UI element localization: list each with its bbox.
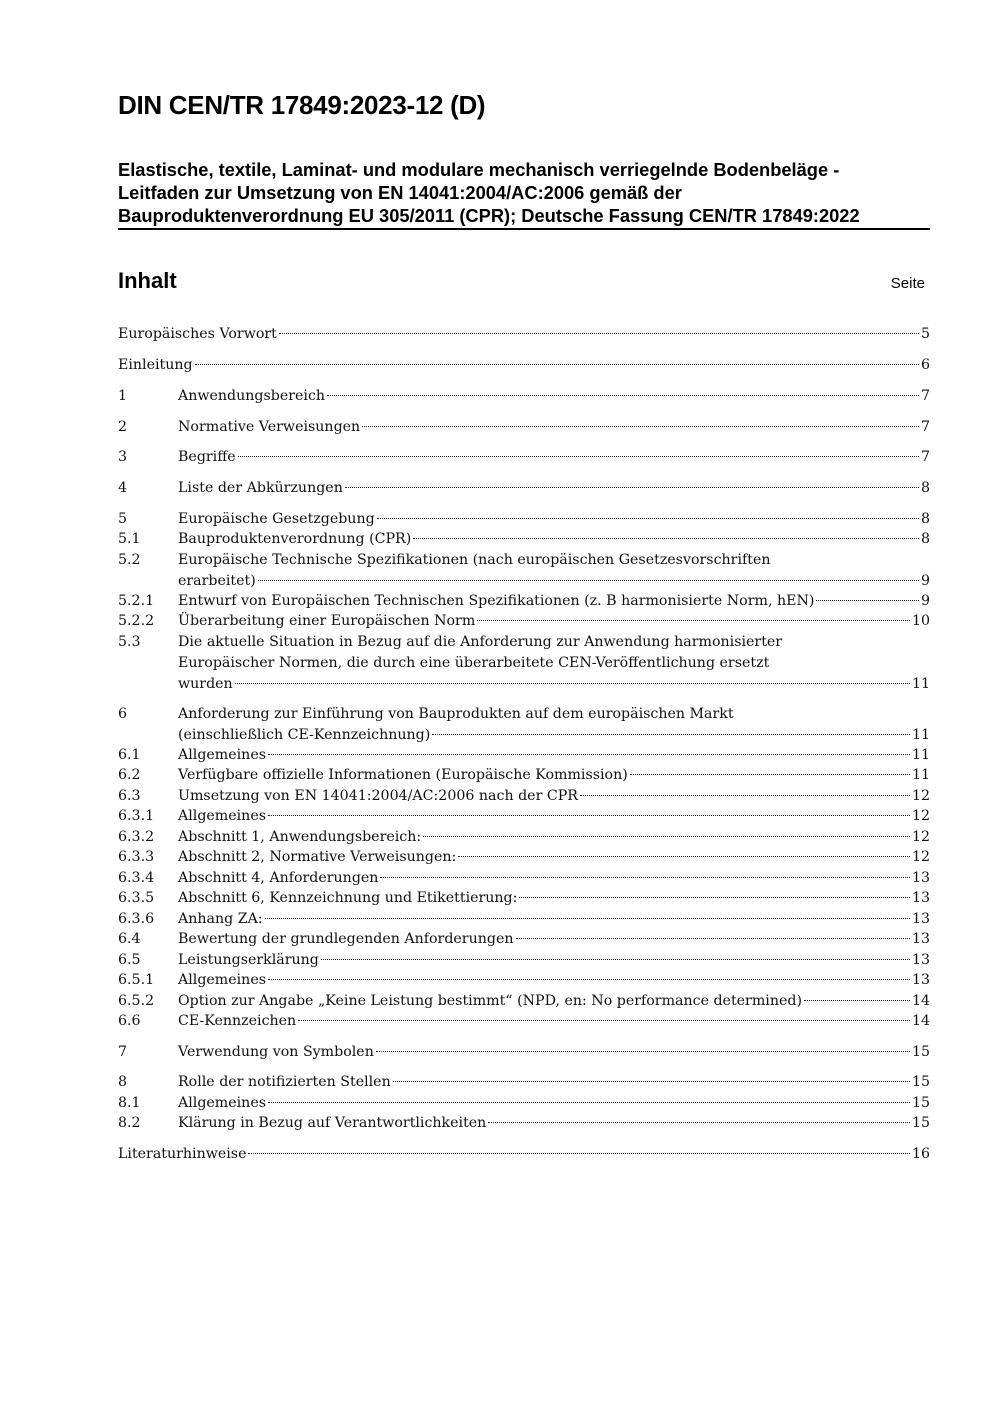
toc-dot-leader: [413, 538, 919, 539]
toc-entry-title: erarbeitet): [178, 573, 256, 589]
toc-entry-page: 12: [911, 808, 930, 824]
toc-entry-number: 4: [118, 480, 128, 496]
toc-entry[interactable]: [118, 806, 930, 827]
toc-entry-title: Allgemeines: [178, 1095, 266, 1111]
toc-entry-page: 7: [920, 449, 930, 465]
toc-entry[interactable]: [118, 847, 930, 868]
toc-dot-leader: [327, 395, 919, 396]
toc-page-label: Seite: [890, 275, 925, 292]
toc-entry-number: 6.3.2: [118, 829, 155, 845]
toc-entry-title: Leistungserklärung: [178, 952, 319, 968]
toc-entry-page: 12: [911, 788, 930, 804]
toc-entry-page: 13: [911, 890, 930, 906]
toc-entry-page: 9: [920, 573, 930, 589]
toc-dot-leader: [423, 836, 910, 837]
toc-dot-leader: [268, 1102, 910, 1103]
toc-entry-title: Rolle der notifizierten Stellen: [178, 1074, 391, 1090]
toc-dot-leader: [477, 620, 910, 621]
toc-entry[interactable]: [118, 447, 930, 468]
toc-entry-page: 13: [911, 952, 930, 968]
toc-entry-title: CE-Kennzeichen: [178, 1013, 297, 1029]
toc-entry-title: Entwurf von Europäischen Technischen Spezifikationen (z. B harmonisierte Norm, hEN): [178, 593, 815, 609]
toc-entry-title: Allgemeines: [178, 972, 266, 988]
toc-entry-title: Klärung in Bezug auf Verantwortlichkeiten: [178, 1115, 487, 1131]
toc-entry-page: 8: [920, 480, 930, 496]
toc-entry-title: wurden: [178, 676, 233, 692]
toc-entry-page: 15: [911, 1044, 930, 1060]
toc-entry-title: Überarbeitung einer Europäischen Norm: [178, 613, 476, 629]
toc-dot-leader: [488, 1122, 910, 1123]
toc-entry[interactable]: [118, 868, 930, 889]
toc-entry-number: 6.3.1: [118, 808, 155, 824]
toc-entry-page: 14: [911, 993, 930, 1009]
toc-entry[interactable]: [118, 324, 930, 345]
toc-entry[interactable]: [118, 355, 930, 376]
toc-entry-number: 6.3.6: [118, 911, 155, 927]
toc-entry-number: 6.3.5: [118, 890, 155, 906]
toc-entry[interactable]: [118, 1072, 930, 1093]
toc-entry-title: Allgemeines: [178, 808, 266, 824]
toc-dot-leader: [268, 815, 910, 816]
toc-entry-number: 5.1: [118, 531, 141, 547]
toc-entry[interactable]: [118, 1144, 930, 1165]
toc-dot-leader: [345, 487, 919, 488]
toc-entry-page: 12: [911, 849, 930, 865]
toc-entry-title: Abschnitt 6, Kennzeichnung und Etikettierung:: [178, 890, 518, 906]
toc-entry[interactable]: [118, 950, 930, 971]
toc-dot-leader: [238, 456, 919, 457]
toc-entry[interactable]: [118, 765, 930, 786]
toc-dot-leader: [630, 774, 910, 775]
toc-entry-title: Bauproduktenverordnung (CPR): [178, 531, 412, 547]
toc-entry-page: 7: [920, 388, 930, 404]
toc-entry-number: 5: [118, 511, 128, 527]
toc-entry-page: 13: [911, 870, 930, 886]
toc-entry-title: Abschnitt 4, Anforderungen: [178, 870, 379, 886]
toc-entry-number: 3: [118, 449, 128, 465]
toc-entry-title: Literaturhinweise: [118, 1146, 247, 1162]
toc-entry-title: Verwendung von Symbolen: [178, 1044, 374, 1060]
toc-entry[interactable]: [118, 888, 930, 909]
toc-entry-number: 6.6: [118, 1013, 141, 1029]
document-subtitle: [118, 158, 930, 230]
toc-entry[interactable]: [118, 591, 930, 612]
toc-dot-leader: [377, 518, 919, 519]
toc-entry[interactable]: [118, 417, 930, 438]
toc-entry-number: 6.3.4: [118, 870, 155, 886]
toc-entry-title: Verfügbare offizielle Informationen (Europäische Kommission): [178, 767, 628, 783]
subtitle-line: Bauproduktenverordnung EU 305/2011 (CPR); Deutsche Fassung CEN/TR 17849:2022: [118, 205, 860, 226]
toc-entry-number: 7: [118, 1044, 128, 1060]
toc-dot-leader: [380, 877, 910, 878]
toc-entry-title-line: Die aktuelle Situation in Bezug auf die Anforderung zur Anwendung harmonisierter: [178, 634, 783, 650]
toc-entry-title-line: Anforderung zur Einführung von Bauprodukten auf dem europäischen Markt: [178, 706, 734, 722]
toc-entry[interactable]: [118, 786, 930, 807]
toc-entry[interactable]: [118, 550, 930, 592]
toc-entry[interactable]: [118, 1113, 930, 1134]
toc-entry-number: 6.1: [118, 747, 141, 763]
toc-entry[interactable]: [118, 929, 930, 950]
toc-entry-page: 6: [920, 357, 930, 373]
toc-entry-number: 6.3.3: [118, 849, 155, 865]
toc-entry-title: Abschnitt 1, Anwendungsbereich:: [178, 829, 422, 845]
toc-dot-leader: [235, 683, 910, 684]
toc-entry[interactable]: [118, 970, 930, 991]
subtitle-line: Elastische, textile, Laminat- und modulare mechanisch verriegelnde Bodenbeläge -: [118, 159, 840, 180]
toc-dot-leader: [258, 580, 919, 581]
toc-dot-leader: [362, 426, 919, 427]
toc-entry-title: Allgemeines: [178, 747, 266, 763]
toc-entry[interactable]: [118, 745, 930, 766]
toc-entry-page: 11: [911, 767, 930, 783]
toc-dot-leader: [268, 979, 910, 980]
toc-entry-number: 6.5.1: [118, 972, 155, 988]
toc-dot-leader: [804, 1000, 910, 1001]
toc-entry-title: Abschnitt 2, Normative Verweisungen:: [178, 849, 457, 865]
toc-entry-page: 8: [920, 511, 930, 527]
toc-dot-leader: [376, 1051, 910, 1052]
toc-dot-leader: [516, 938, 910, 939]
toc-dot-leader: [195, 364, 919, 365]
toc-dot-leader: [265, 918, 910, 919]
toc-dot-leader: [279, 333, 919, 334]
toc-entry-page: 15: [911, 1095, 930, 1111]
toc-dot-leader: [268, 754, 910, 755]
toc-entry-title-line: Europäischer Normen, die durch eine überarbeitete CEN-Veröffentlichung ersetzt: [178, 655, 770, 671]
toc-entry-page: 11: [911, 676, 930, 692]
toc-dot-leader: [393, 1081, 910, 1082]
toc-entry-title: Einleitung: [118, 357, 193, 373]
toc-entry-number: 2: [118, 419, 128, 435]
toc-entry-number: 8: [118, 1074, 128, 1090]
toc-entry-title: Option zur Angabe „Keine Leistung bestimmt“ (NPD, en: No performance determined): [178, 993, 802, 1009]
toc-entry-page: 10: [911, 613, 930, 629]
toc-entry-number: 5.3: [118, 634, 141, 650]
toc-entry[interactable]: [118, 1093, 930, 1114]
toc-heading: Inhalt: [118, 268, 177, 293]
document-id: DIN CEN/TR 17849:2023-12 (D): [118, 90, 486, 120]
toc-dot-leader: [298, 1020, 910, 1021]
toc-dot-leader: [432, 734, 910, 735]
toc-entry-number: 6: [118, 706, 128, 722]
toc-entry-page: 11: [911, 727, 930, 743]
toc-entry-number: 6.4: [118, 931, 141, 947]
toc-entry-number: 6.2: [118, 767, 141, 783]
toc-dot-leader: [816, 600, 919, 601]
toc-entry[interactable]: [118, 386, 930, 407]
toc-entry-title: Normative Verweisungen: [178, 419, 361, 435]
toc-dot-leader: [580, 795, 910, 796]
toc-entry[interactable]: [118, 632, 930, 695]
toc-dot-leader: [458, 856, 910, 857]
toc-entry[interactable]: [118, 704, 930, 746]
toc-entry-title: Bewertung der grundlegenden Anforderungen: [178, 931, 514, 947]
toc-entry-page: 16: [911, 1146, 930, 1162]
toc-entry-page: 13: [911, 972, 930, 988]
toc-entry-number: 5.2.2: [118, 613, 155, 629]
subtitle-line: Leitfaden zur Umsetzung von EN 14041:2004/AC:2006 gemäß der: [118, 182, 682, 203]
toc-entry[interactable]: [118, 827, 930, 848]
toc-entry-title: Anwendungsbereich: [178, 388, 326, 404]
toc-entry-title: (einschließlich CE-Kennzeichnung): [178, 727, 431, 743]
toc-entry-number: 6.3: [118, 788, 141, 804]
toc-entry-page: 5: [920, 326, 930, 342]
toc-entry-number: 8.1: [118, 1095, 141, 1111]
toc-entry-page: 11: [911, 747, 930, 763]
toc-entry[interactable]: [118, 1011, 930, 1032]
toc-entry-page: 8: [920, 531, 930, 547]
toc-entry-page: 15: [911, 1115, 930, 1131]
toc-entry[interactable]: [118, 478, 930, 499]
toc-dot-leader: [248, 1153, 909, 1154]
toc-entry-number: 6.5.2: [118, 993, 155, 1009]
toc-entry-title: Begriffe: [178, 449, 236, 465]
toc-entry-page: 14: [911, 1013, 930, 1029]
toc-entry-title: Liste der Abkürzungen: [178, 480, 343, 496]
toc-entry-number: 1: [118, 388, 128, 404]
toc-entry[interactable]: [118, 909, 930, 930]
toc-entry-title: Umsetzung von EN 14041:2004/AC:2006 nach der CPR: [178, 788, 578, 804]
toc-entry-title: Anhang ZA:: [178, 911, 263, 927]
toc-entry[interactable]: [118, 1042, 930, 1063]
toc-entry-page: 12: [911, 829, 930, 845]
toc-entry-page: 13: [911, 911, 930, 927]
toc-dot-leader: [519, 897, 910, 898]
toc-entry-number: 8.2: [118, 1115, 141, 1131]
toc-entry-number: 5.2: [118, 552, 141, 568]
toc-entry-page: 15: [911, 1074, 930, 1090]
toc-entry-number: 5.2.1: [118, 593, 155, 609]
toc-entry[interactable]: [118, 529, 930, 550]
toc-entry[interactable]: [118, 991, 930, 1012]
toc-entry-page: 7: [920, 419, 930, 435]
toc-entry[interactable]: [118, 509, 930, 530]
toc-entry-title: Europäisches Vorwort: [118, 326, 277, 342]
toc-dot-leader: [321, 959, 910, 960]
toc-entry-title: Europäische Gesetzgebung: [178, 511, 375, 527]
toc-entry-title-line: Europäische Technische Spezifikationen (nach europäischen Gesetzesvorschriften: [178, 552, 771, 568]
toc-entry-page: 13: [911, 931, 930, 947]
toc-entry-page: 9: [920, 593, 930, 609]
toc-entry[interactable]: [118, 611, 930, 632]
toc-entry-number: 6.5: [118, 952, 141, 968]
